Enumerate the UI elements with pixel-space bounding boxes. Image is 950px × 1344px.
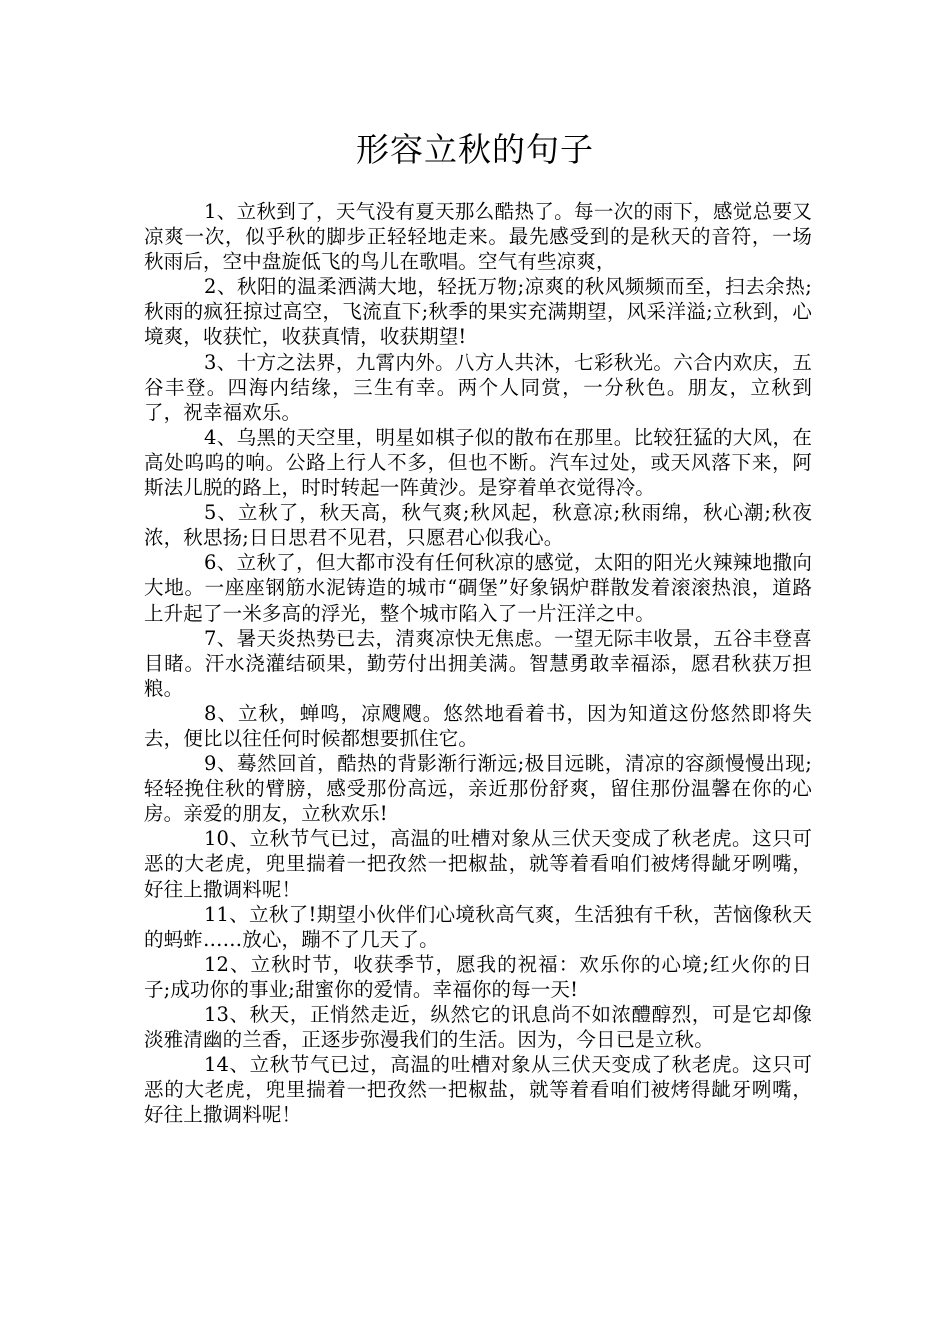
paragraph-9: 9、蓦然回首，酷热的背影渐行渐远;极目远眺，清凉的容颜慢慢出现;轻轻挽住秋的臂膀，感受那份高远，亲近那份舒爽，留住那份温馨在你的心房。亲爱的朋友，立秋欢乐!	[144, 752, 812, 826]
paragraph-14: 14、立秋节气已过，高温的吐槽对象从三伏天变成了秋老虎。这只可恶的大老虎，兜里揣着一把孜然一把椒盐，就等着看咱们被烤得龇牙咧嘴，好往上撒调料呢！	[144, 1053, 812, 1127]
paragraph-1: 1、立秋到了，天气没有夏天那么酷热了。每一次的雨下，感觉总要又凉爽一次，似乎秋的脚步正轻轻地走来。最先感受到的是秋天的音符，一场秋雨后，空中盘旋低飞的鸟儿在歌唱。空气有些凉爽，	[144, 200, 812, 274]
paragraph-3: 3、十方之法界，九霄内外。八方人共沐，七彩秋光。六合内欢庆，五谷丰登。四海内结缘，三生有幸。两个人同赏，一分秋色。朋友，立秋到了，祝幸福欢乐。	[144, 350, 812, 424]
document-body	[144, 199, 812, 1127]
paragraph-2: 2、秋阳的温柔洒满大地，轻抚万物;凉爽的秋风频频而至，扫去余热;秋雨的疯狂掠过高空，飞流直下;秋季的果实充满期望，风采洋溢;立秋到，心境爽，收获忙，收获真情，收获期望!	[144, 275, 812, 349]
paragraph-8: 8、立秋，蝉鸣，凉飕飕。悠然地看着书，因为知道这份悠然即将失去，便比以往任何时候都想要抓住它。	[144, 701, 812, 750]
paragraph-4: 4、乌黑的天空里，明星如棋子似的散布在那里。比较狂猛的大风，在高处呜呜的响。公路上行人不多，但也不断。汽车过处，或天风落下来，阿斯法儿脱的路上，时时转起一阵黄沙。是穿着单衣觉得冷。	[144, 425, 812, 500]
paragraph-12: 12、立秋时节，收获季节，愿我的祝福：欢乐你的心境;红火你的日子;成功你的事业;甜蜜你的爱情。幸福你的每一天!	[144, 952, 812, 1001]
paragraph-6: 6、立秋了，但大都市没有任何秋凉的感觉，太阳的阳光火辣辣地撒向大地。一座座钢筋水泥铸造的城市“碉堡”好象锅炉群散发着滚滚热浪，道路上升起了一米多高的浮光，整个城市陷入了一片汪洋之中。	[144, 551, 812, 625]
paragraph-13: 13、秋天，正悄然走近，纵然它的讯息尚不如浓醴醇烈，可是它却像淡雅清幽的兰香，正逐步弥漫我们的生活。因为，今日已是立秋。	[144, 1003, 812, 1052]
paragraph-5: 5、立秋了，秋天高，秋气爽;秋风起，秋意凉;秋雨绵，秋心潮;秋夜浓，秋思扬;日日思君不见君，只愿君心似我心。	[144, 501, 812, 550]
paragraph-11: 11、立秋了!期望小伙伴们心境秋高气爽，生活独有千秋，苦恼像秋天的蚂蚱……放心，蹦不了几天了。	[144, 902, 812, 951]
paragraph-10: 10、立秋节气已过，高温的吐槽对象从三伏天变成了秋老虎。这只可恶的大老虎，兜里揣着一把孜然一把椒盐，就等着看咱们被烤得龇牙咧嘴，好往上撒调料呢！	[144, 827, 812, 901]
paragraph-7: 7、暑天炎热势已去，清爽凉快无焦虑。一望无际丰收景，五谷丰登喜目睹。汗水浇灌结硕果，勤劳付出拥美满。智慧勇敢幸福添，愿君秋获万担粮。	[144, 626, 812, 700]
document-title: 形容立秋的句子	[356, 130, 594, 169]
